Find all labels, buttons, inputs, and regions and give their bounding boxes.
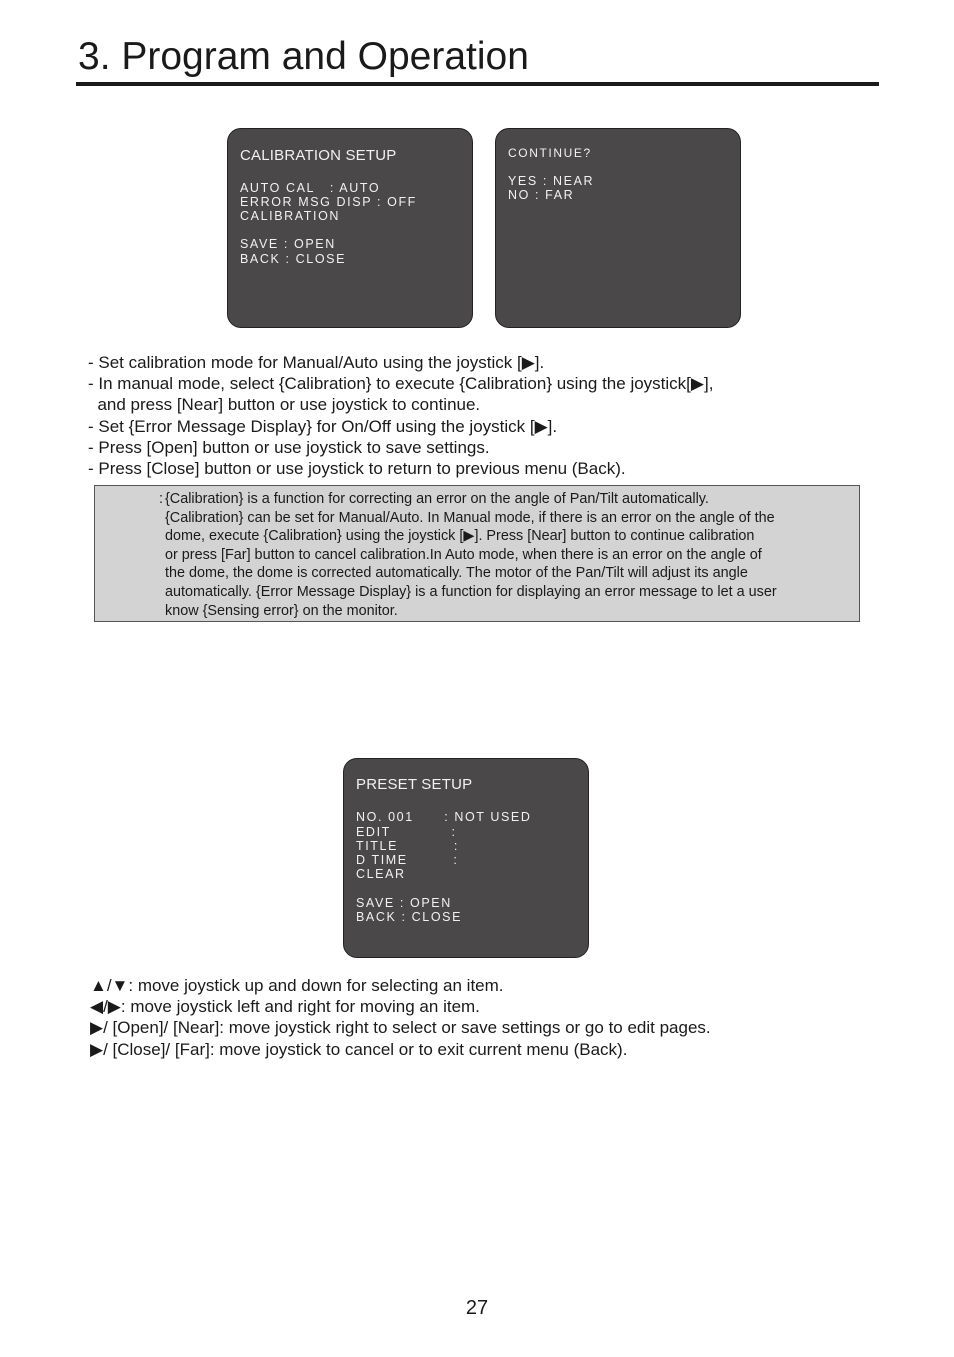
menu-line-no: NO. 001 : NOT USED (356, 810, 532, 824)
note-line: {Calibration} is a function for correcting an error on the angle of Pan/Tilt automatically. (165, 491, 709, 507)
menu-line-yes-near: YES : NEAR (508, 174, 595, 188)
instruction-line: - In manual mode, select {Calibration} to execute {Calibration} using the joystick[▶], (88, 374, 714, 394)
calibration-instructions (88, 352, 713, 479)
instruction-line: - Press [Close] button or use joystick to return to previous menu (Back). (88, 459, 626, 479)
menu-line-edit: EDIT : (356, 825, 457, 839)
calibration-note-box (94, 485, 860, 622)
key-legend-line: ▶/ [Close]/ [Far]: move joystick to cancel or to exit current menu (Back). (90, 1039, 628, 1059)
note-line: know {Sensing error} on the monitor. (165, 602, 398, 619)
note-line: the dome, the dome is corrected automatically. The motor of the Pan/Tilt will adjust its angle (165, 565, 748, 582)
note-colon: : (159, 491, 163, 507)
menu-line-clear: CLEAR (356, 867, 406, 881)
menu-line-error-msg-disp: ERROR MSG DISP : OFF (240, 195, 417, 209)
instruction-line: and press [Near] button or use joystick to continue. (88, 395, 481, 415)
joystick-key-legend (90, 975, 711, 1060)
page-number: 27 (465, 1297, 489, 1319)
menu-line-save: SAVE : OPEN (240, 237, 336, 251)
continue-menu-header: CONTINUE? (508, 146, 592, 160)
note-line: dome, execute {Calibration} using the joystick [▶]. Press [Near] button to continue calibration (165, 528, 755, 545)
title-underline (76, 82, 879, 86)
key-legend-line: ▲/▼: move joystick up and down for selecting an item. (90, 976, 504, 995)
menu-line-d-time: D TIME : (356, 853, 459, 867)
menu-line-title: TITLE : (356, 839, 459, 853)
note-line: automatically. {Error Message Display} is a function for displaying an error message to let a user (165, 583, 777, 600)
key-legend-line: ◀/▶: move joystick left and right for moving an item. (90, 997, 480, 1017)
menu-line-calibration: CALIBRATION (240, 209, 341, 223)
key-legend-line: ▶/ [Open]/ [Near]: move joystick right to select or save settings or go to edit pages. (90, 1018, 711, 1038)
preset-setup-menu (343, 758, 589, 958)
instruction-line: - Set calibration mode for Manual/Auto using the joystick [▶]. (88, 353, 545, 372)
page-title: 3. Program and Operation (78, 35, 529, 78)
menu-line-back: BACK : CLOSE (356, 910, 463, 924)
note-line: or press [Far] button to cancel calibration.In Auto mode, when there is an error on the angle of (165, 546, 762, 563)
menu-line-save: SAVE : OPEN (356, 896, 452, 910)
calibration-setup-menu (227, 128, 473, 328)
calibration-menu-header: CALIBRATION SETUP (240, 147, 397, 164)
instruction-line: - Set {Error Message Display} for On/Off using the joystick [▶]. (88, 416, 558, 436)
note-text (165, 490, 855, 620)
preset-menu-header: PRESET SETUP (356, 776, 473, 793)
note-line: {Calibration} can be set for Manual/Auto. In Manual mode, if there is an error on the angle of the (165, 509, 775, 526)
continue-menu (495, 128, 741, 328)
menu-line-no-far: NO : FAR (508, 188, 575, 202)
instruction-line: - Press [Open] button or use joystick to save settings. (88, 437, 490, 457)
menu-line-back: BACK : CLOSE (240, 252, 347, 266)
menu-line-auto-cal: AUTO CAL : AUTO (240, 181, 381, 195)
